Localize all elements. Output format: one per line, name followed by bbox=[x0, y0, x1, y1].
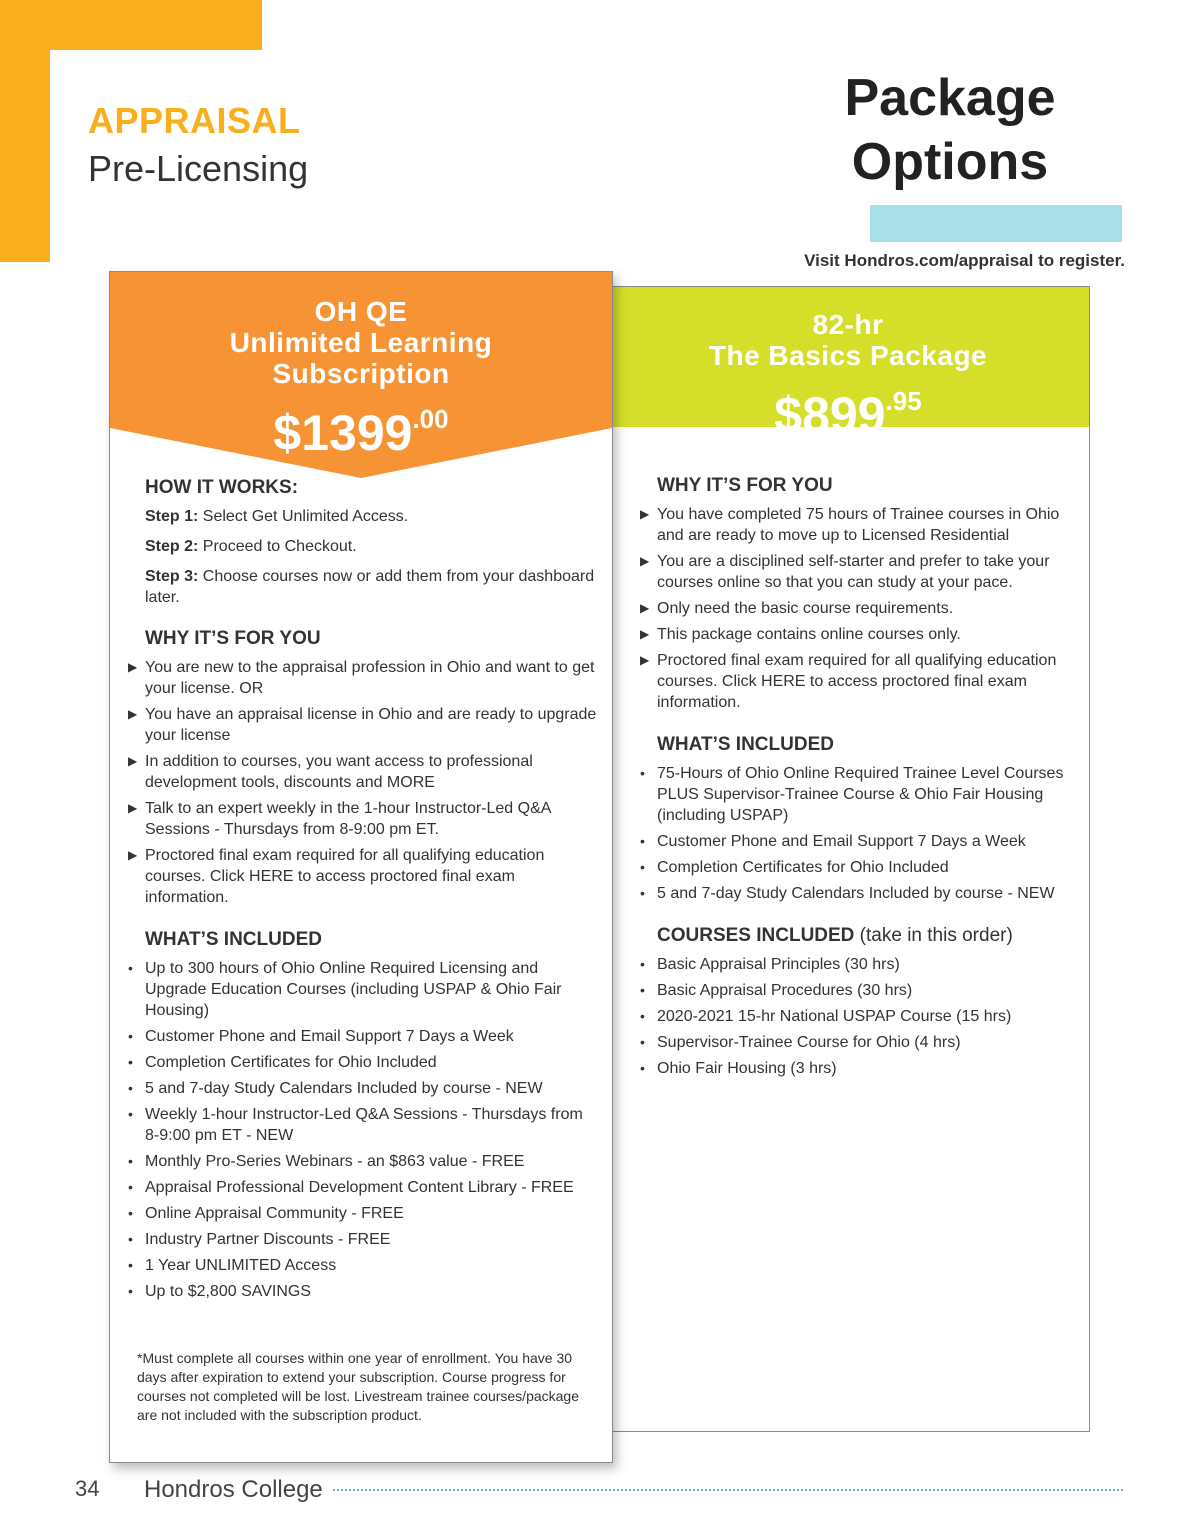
courses-list bbox=[657, 954, 1077, 1079]
step-3 bbox=[145, 566, 597, 608]
package-title-line: OH QE bbox=[314, 296, 408, 327]
step-label: Step 1: bbox=[145, 508, 199, 525]
price-main: $899 bbox=[774, 387, 886, 443]
subscription-header bbox=[110, 296, 612, 463]
page-title-line-1: Package bbox=[844, 69, 1056, 127]
list-item: ▶ You have an appraisal license in Ohio and are ready to upgrade your license bbox=[145, 704, 597, 746]
footer-dotted-rule bbox=[333, 1489, 1123, 1491]
package-title-line: The Basics Package bbox=[708, 340, 988, 371]
list-item: • 1 Year UNLIMITED Access bbox=[145, 1255, 597, 1276]
why-title: WHY IT’S FOR YOU bbox=[657, 475, 833, 496]
package-title-line: Subscription bbox=[272, 358, 450, 389]
title-accent-bar bbox=[870, 205, 1122, 242]
list-item: • Completion Certificates for Ohio Included bbox=[145, 1052, 597, 1073]
unlimited-subscription-card bbox=[109, 271, 613, 1463]
corner-accent-side bbox=[0, 0, 50, 262]
list-item: ▶ In addition to courses, you want access to professional development tools, discounts and MORE bbox=[145, 751, 597, 793]
included-title: WHAT’S INCLUDED bbox=[657, 734, 834, 755]
package-title-line: 82-hr bbox=[812, 309, 884, 340]
step-2 bbox=[145, 536, 597, 557]
page-title bbox=[800, 66, 1100, 194]
page-number: 34 bbox=[75, 1476, 100, 1501]
list-item: • Weekly 1-hour Instructor-Led Q&A Sessions - Thursdays from 8-9:00 pm ET - NEW bbox=[145, 1104, 597, 1146]
list-item: ▶ Only need the basic course requirements. bbox=[657, 598, 1077, 619]
basics-package-card bbox=[606, 286, 1090, 1432]
list-item: ▶ You are a disciplined self-starter and prefer to take your courses online so that you can study at your pace. bbox=[657, 551, 1077, 593]
page-title-line-2: Options bbox=[851, 133, 1049, 191]
step-text: Proceed to Checkout. bbox=[198, 538, 357, 555]
price-main: $1399 bbox=[273, 405, 413, 461]
included-list bbox=[657, 763, 1077, 904]
courses-title-note: (take in this order) bbox=[854, 925, 1013, 946]
list-item: • Basic Appraisal Procedures (30 hrs) bbox=[657, 980, 1077, 1001]
footer-college-name: Hondros College bbox=[144, 1476, 323, 1503]
how-title: HOW IT WORKS: bbox=[145, 477, 299, 498]
list-item: • Up to 300 hours of Ohio Online Required Licensing and Upgrade Education Courses (including USPAP & Ohio Fair Housing) bbox=[145, 958, 597, 1021]
list-item: • Up to $2,800 SAVINGS bbox=[145, 1281, 597, 1302]
list-item: • Online Appraisal Community - FREE bbox=[145, 1203, 597, 1224]
why-list bbox=[657, 504, 1077, 713]
list-item: • Completion Certificates for Ohio Included bbox=[657, 857, 1077, 878]
list-item: • Customer Phone and Email Support 7 Days a Week bbox=[657, 831, 1077, 852]
list-item: • 2020-2021 15-hr National USPAP Course (15 hrs) bbox=[657, 1006, 1077, 1027]
included-list bbox=[145, 958, 597, 1302]
footnote: *Must complete all courses within one year of enrollment. You have 30 days after expiration to extend your subscription. Course progress for courses not completed will be lost. Livestream trainee courses/package are not included with the subscription product. bbox=[137, 1350, 579, 1423]
list-item: • 75-Hours of Ohio Online Required Trainee Level Courses PLUS Supervisor-Trainee Course & Ohio Fair Housing (including USPAP) bbox=[657, 763, 1077, 826]
step-label: Step 3: bbox=[145, 568, 199, 585]
why-list bbox=[145, 657, 597, 908]
package-price bbox=[607, 371, 1089, 445]
list-item: ▶ This package contains online courses only. bbox=[657, 624, 1077, 645]
list-item: ▶ Talk to an expert weekly in the 1-hour Instructor-Led Q&A Sessions - Thursdays from 8-9:00 pm ET. bbox=[145, 798, 597, 840]
package-price bbox=[110, 389, 612, 463]
list-item: ▶ You are new to the appraisal profession in Ohio and want to get your license. OR bbox=[145, 657, 597, 699]
why-title: WHY IT’S FOR YOU bbox=[145, 628, 321, 649]
step-text: Select Get Unlimited Access. bbox=[198, 508, 409, 525]
list-item: • Monthly Pro-Series Webinars - an $863 value - FREE bbox=[145, 1151, 597, 1172]
list-item: ▶ Proctored final exam required for all qualifying education courses. Click HERE to access proctored final exam information. bbox=[657, 650, 1077, 713]
included-title: WHAT’S INCLUDED bbox=[145, 929, 322, 950]
courses-title-bold: COURSES INCLUDED bbox=[657, 925, 855, 946]
step-label: Step 2: bbox=[145, 538, 199, 555]
section-label: APPRAISAL bbox=[88, 100, 301, 141]
basics-package-header bbox=[607, 287, 1089, 443]
step-text: Choose courses now or add them from your dashboard later. bbox=[145, 568, 595, 606]
price-cents: .00 bbox=[412, 404, 449, 434]
list-item: ▶ Proctored final exam required for all qualifying education courses. Click HERE to access proctored final exam information. bbox=[145, 845, 597, 908]
list-item: • 5 and 7-day Study Calendars Included by course - NEW bbox=[657, 883, 1077, 904]
list-item: • Basic Appraisal Principles (30 hrs) bbox=[657, 954, 1077, 975]
list-item: • Customer Phone and Email Support 7 Days a Week bbox=[145, 1026, 597, 1047]
list-item: ▶ You have completed 75 hours of Trainee courses in Ohio and are ready to move up to Licensed Residential bbox=[657, 504, 1077, 546]
list-item: • Supervisor-Trainee Course for Ohio (4 hrs) bbox=[657, 1032, 1077, 1053]
section-subtitle: Pre-Licensing bbox=[88, 148, 309, 189]
step-1 bbox=[145, 506, 597, 527]
register-link-text[interactable]: Visit Hondros.com/appraisal to register. bbox=[804, 251, 1125, 270]
list-item: • Industry Partner Discounts - FREE bbox=[145, 1229, 597, 1250]
price-cents: .95 bbox=[885, 386, 922, 416]
list-item: • Appraisal Professional Development Content Library - FREE bbox=[145, 1177, 597, 1198]
list-item: • 5 and 7-day Study Calendars Included by course - NEW bbox=[145, 1078, 597, 1099]
basics-content bbox=[657, 475, 1077, 1084]
package-title-line: Unlimited Learning bbox=[229, 327, 493, 358]
courses-title bbox=[657, 925, 1077, 946]
list-item: • Ohio Fair Housing (3 hrs) bbox=[657, 1058, 1077, 1079]
subscription-content bbox=[145, 477, 597, 1307]
